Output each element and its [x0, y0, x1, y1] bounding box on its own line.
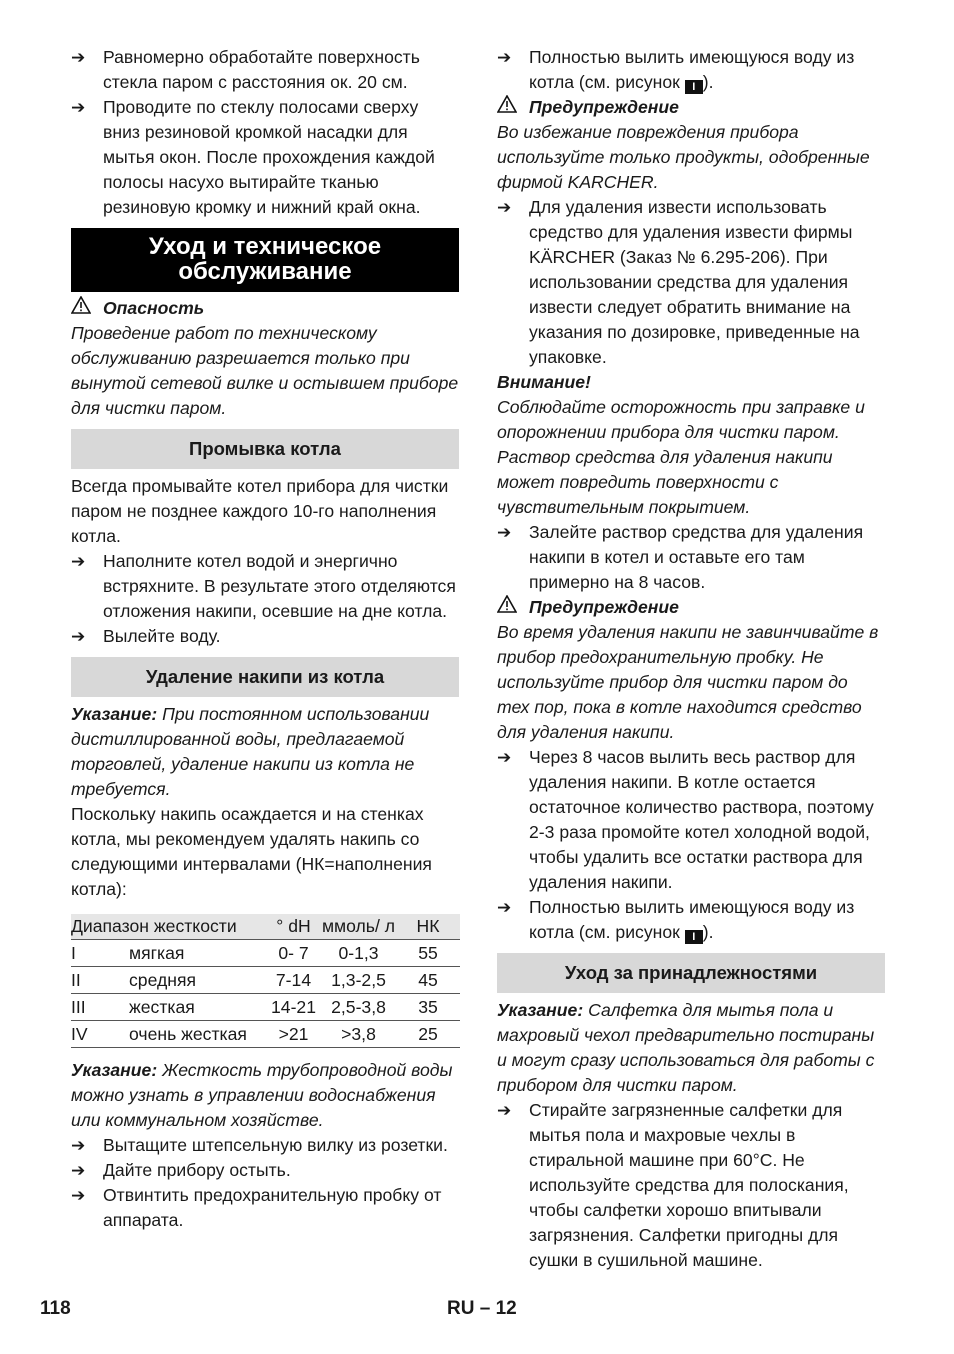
bullet-item: ➔ Равномерно обработайте поверхность стекла паром с расстояния ок. 20 см.: [71, 45, 459, 95]
warning-triangle-icon: [497, 595, 529, 620]
bullet-item: ➔ Для удаления извести использовать средство для удаления извести фирмы KÄRCHER (Заказ № 6.295-206). При использовании средства для удаления извести следует обратить внимание на указания по дозировке, приведенные на упаковке.: [497, 195, 885, 370]
bullet-item: ➔ Стирайте загрязненные салфетки для мытья пола и махровые чехлы в стиральной машине при 60°C. Не используйте средства для полоскания, чтобы салфетки хорошо впитывали загрязнения. Салфетки пригодны для сушки в сушильной машине.: [497, 1098, 885, 1273]
arrow-right-icon: ➔: [497, 1101, 512, 1120]
paragraph: Поскольку накипь осаждается и на стенках котла, мы рекомендуем удалять накипь со следующими интервалами (НК=наполнения котла):: [71, 804, 432, 899]
bullet-item: ➔ Наполните котел водой и энергично встряхните. В результате этого отделяются отложения накипи, осевшие на дне котла.: [71, 549, 459, 624]
attention-label: Внимание!: [497, 372, 591, 392]
section-title: Уход и техническое обслуживание: [71, 228, 459, 292]
arrow-right-icon: ➔: [71, 98, 86, 117]
table-header-row: [71, 914, 460, 940]
note-paragraph: Указание: Салфетка для мытья пола и махровый чехол предварительно постираны и могут сразу использоваться для работы с прибором для чистки паром.: [497, 1000, 875, 1095]
note-paragraph: Указание: При постоянном использовании дистиллированной воды, предлагаемой торговлей, удаление накипи из котла не требуется.: [71, 704, 430, 799]
page-number: 118: [40, 1298, 71, 1319]
note-label: Указание:: [71, 704, 158, 724]
arrow-right-icon: ➔: [71, 1136, 86, 1155]
danger-heading: Опасность: [71, 296, 459, 321]
bullet-item: ➔ Проводите по стеклу полосами сверху вниз резиновой кромкой насадки для мытья окон. После прохождения каждой полосы насухо вытирайте тканью резиновую кромку и нижний край окна.: [71, 95, 459, 220]
table-header: Диапазон жесткости: [71, 914, 266, 940]
figure-reference-icon: I: [685, 80, 703, 94]
table-header: НК: [396, 914, 460, 940]
warning-triangle-icon: [71, 296, 103, 321]
note-label: Указание:: [71, 1060, 158, 1080]
note-paragraph: Указание: Жесткость трубопроводной воды можно узнать в управлении водоснабжения или коммунальном хозяйстве.: [71, 1060, 453, 1130]
bullet-item: ➔ Вылейте воду.: [71, 624, 459, 649]
arrow-right-icon: ➔: [71, 552, 86, 571]
table-row: III жесткая 14-21 2,5-3,8 35: [71, 994, 460, 1021]
subsection-title: Промывка котла: [71, 429, 459, 469]
bullet-item: ➔ Залейте раствор средства для удаления накипи в котел и оставьте его там примерно на 8 часов.: [497, 520, 885, 595]
warning-text: Во избежание повреждения прибора используйте только продукты, одобренные фирмой KARCHER.: [497, 122, 870, 192]
warning-heading: Предупреждение: [497, 95, 885, 120]
bullet-item: ➔ Дайте прибору остыть.: [71, 1158, 459, 1183]
table-header: ммоль/ л: [321, 914, 396, 940]
arrow-right-icon: ➔: [497, 898, 512, 917]
arrow-right-icon: ➔: [497, 523, 512, 542]
right-column: [497, 45, 885, 1273]
table-row: IV очень жесткая >21 >3,8 25: [71, 1021, 460, 1048]
warning-text: Во время удаления накипи не завинчивайте в прибор предохранительную пробку. Не используйте прибор для чистки паром до тех пор, пока в котле находится средство для удаления накипи.: [497, 622, 879, 742]
attention-text: Соблюдайте осторожность при заправке и опорожнении прибора для чистки паром. Раствор средства для удаления накипи может повредить поверхности с чувствительным покрытием.: [497, 397, 865, 517]
table-row: II средняя 7-14 1,3-2,5 45: [71, 967, 460, 994]
bullet-item: ➔ Вытащите штепсельную вилку из розетки.: [71, 1133, 459, 1158]
warning-heading: Предупреждение: [497, 595, 885, 620]
left-column: [71, 45, 459, 1233]
arrow-right-icon: ➔: [497, 198, 512, 217]
warning-triangle-icon: [497, 95, 529, 120]
note-label: Указание:: [497, 1000, 584, 1020]
subsection-title: Уход за принадлежностями: [497, 953, 885, 993]
arrow-right-icon: ➔: [71, 627, 86, 646]
bullet-item: ➔ Отвинтить предохранительную пробку от аппарата.: [71, 1183, 459, 1233]
hardness-table: [71, 914, 460, 1048]
arrow-right-icon: ➔: [71, 1186, 86, 1205]
bullet-item: ➔ Через 8 часов вылить весь раствор для удаления накипи. В котле остается остаточное количество раствора, поэтому 2-3 раза промойте котел холодной водой, чтобы удалить все остатки раствора для удаления накипи.: [497, 745, 885, 895]
table-row: I мягкая 0- 7 0-1,3 55: [71, 940, 460, 967]
danger-text: Проведение работ по техническому обслуживанию разрешается только при вынутой сетевой вилке и остывшем приборе для чистки паром.: [71, 323, 459, 418]
bullet-item: ➔ Полностью вылить имеющуюся воду из котла (см. рисунок I ).: [497, 47, 855, 93]
table-header: ° dH: [266, 914, 321, 940]
arrow-right-icon: ➔: [71, 1161, 86, 1180]
arrow-right-icon: ➔: [497, 748, 512, 767]
bullet-item: ➔ Полностью вылить имеющуюся воду из котла (см. рисунок I ).: [497, 897, 855, 943]
paragraph: Всегда промывайте котел прибора для чистки паром не позднее каждого 10-го наполнения котла.: [71, 476, 449, 546]
subsection-title: Удаление накипи из котла: [71, 657, 459, 697]
page-label: RU – 12: [447, 1298, 517, 1319]
arrow-right-icon: ➔: [71, 48, 86, 67]
figure-reference-icon: I: [685, 930, 703, 944]
arrow-right-icon: ➔: [497, 48, 512, 67]
